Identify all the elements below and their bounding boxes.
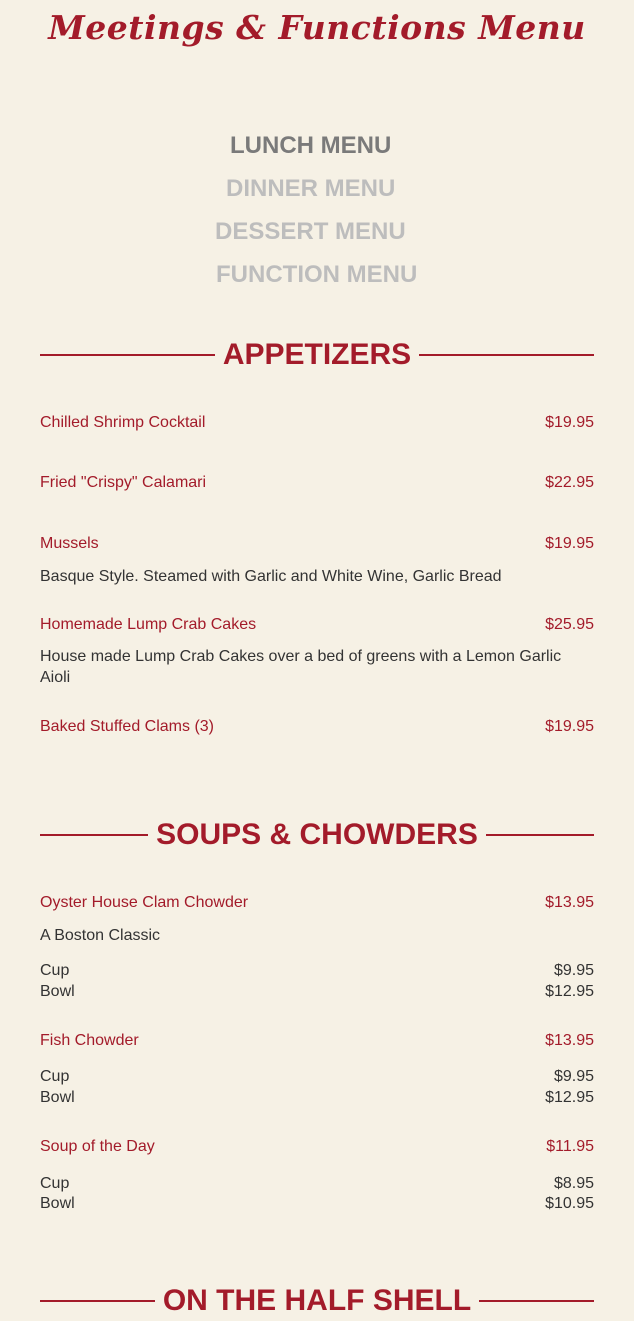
divider bbox=[40, 354, 215, 356]
item-name: Fish Chowder bbox=[40, 1032, 139, 1049]
item-name: Chilled Shrimp Cocktail bbox=[40, 414, 206, 431]
size-price: $8.95 bbox=[553, 1175, 594, 1192]
item-name: Oyster House Clam Chowder bbox=[40, 894, 249, 911]
item-price: $19.95 bbox=[545, 718, 594, 735]
item-description: A Boston Classic bbox=[40, 927, 161, 944]
appetizers-header bbox=[40, 335, 594, 375]
item-price: $25.95 bbox=[545, 616, 594, 633]
size-label: Cup bbox=[40, 962, 70, 979]
section-title: APPETIZERS bbox=[222, 338, 412, 371]
item-description: Basque Style. Steamed with Garlic and White Wine, Garlic Bread bbox=[40, 568, 502, 585]
item-name: Baked Stuffed Clams (3) bbox=[40, 718, 215, 735]
size-label: Cup bbox=[40, 1068, 70, 1085]
size-label: Bowl bbox=[40, 983, 75, 1000]
size-option bbox=[40, 961, 594, 981]
size-label: Bowl bbox=[40, 1089, 75, 1106]
half-shell-header bbox=[40, 1281, 594, 1321]
size-label: Cup bbox=[40, 1175, 70, 1192]
menu-item bbox=[40, 413, 594, 433]
tab-lunch-menu[interactable]: LUNCH MENU bbox=[230, 132, 392, 159]
item-name: Fried "Crispy" Calamari bbox=[40, 474, 207, 491]
menu-item bbox=[40, 1031, 594, 1051]
item-price: $13.95 bbox=[545, 1032, 594, 1049]
menu-item bbox=[40, 534, 594, 554]
size-price: $12.95 bbox=[545, 1089, 594, 1106]
item-price: $19.95 bbox=[545, 535, 594, 552]
section-title: SOUPS & CHOWDERS bbox=[156, 818, 478, 851]
size-option bbox=[40, 1174, 594, 1194]
menu-item bbox=[40, 473, 594, 493]
page-title: Meetings & Functions Menu bbox=[48, 8, 586, 47]
size-option bbox=[40, 1088, 594, 1108]
divider bbox=[479, 1300, 594, 1302]
divider bbox=[419, 354, 594, 356]
size-price: $12.95 bbox=[545, 983, 594, 1000]
divider bbox=[40, 1300, 155, 1302]
item-price: $19.95 bbox=[545, 414, 594, 431]
size-price: $9.95 bbox=[553, 962, 594, 979]
menu-item bbox=[40, 893, 594, 913]
item-price: $11.95 bbox=[546, 1138, 594, 1155]
menu-item bbox=[40, 615, 594, 635]
divider bbox=[40, 834, 148, 836]
size-option bbox=[40, 1067, 594, 1087]
item-name: Mussels bbox=[40, 535, 99, 552]
divider bbox=[486, 834, 594, 836]
item-price: $13.95 bbox=[545, 894, 594, 911]
tab-function-menu[interactable]: FUNCTION MENU bbox=[216, 261, 418, 288]
tab-dessert-menu[interactable]: DESSERT MENU bbox=[215, 218, 406, 245]
size-label: Bowl bbox=[40, 1195, 75, 1212]
size-price: $10.95 bbox=[545, 1195, 594, 1212]
item-description: House made Lump Crab Cakes over a bed of greens with a Lemon Garlic Aioli bbox=[40, 648, 562, 686]
section-title: ON THE HALF SHELL bbox=[162, 1284, 472, 1317]
soups-header bbox=[40, 815, 594, 855]
item-name: Homemade Lump Crab Cakes bbox=[40, 616, 257, 633]
item-name: Soup of the Day bbox=[40, 1138, 155, 1155]
size-price: $9.95 bbox=[553, 1068, 594, 1085]
size-option bbox=[40, 1194, 594, 1214]
menu-item bbox=[40, 717, 594, 737]
menu-item bbox=[40, 1137, 594, 1157]
tab-dinner-menu[interactable]: DINNER MENU bbox=[226, 175, 396, 202]
size-option bbox=[40, 982, 594, 1002]
item-price: $22.95 bbox=[545, 474, 594, 491]
